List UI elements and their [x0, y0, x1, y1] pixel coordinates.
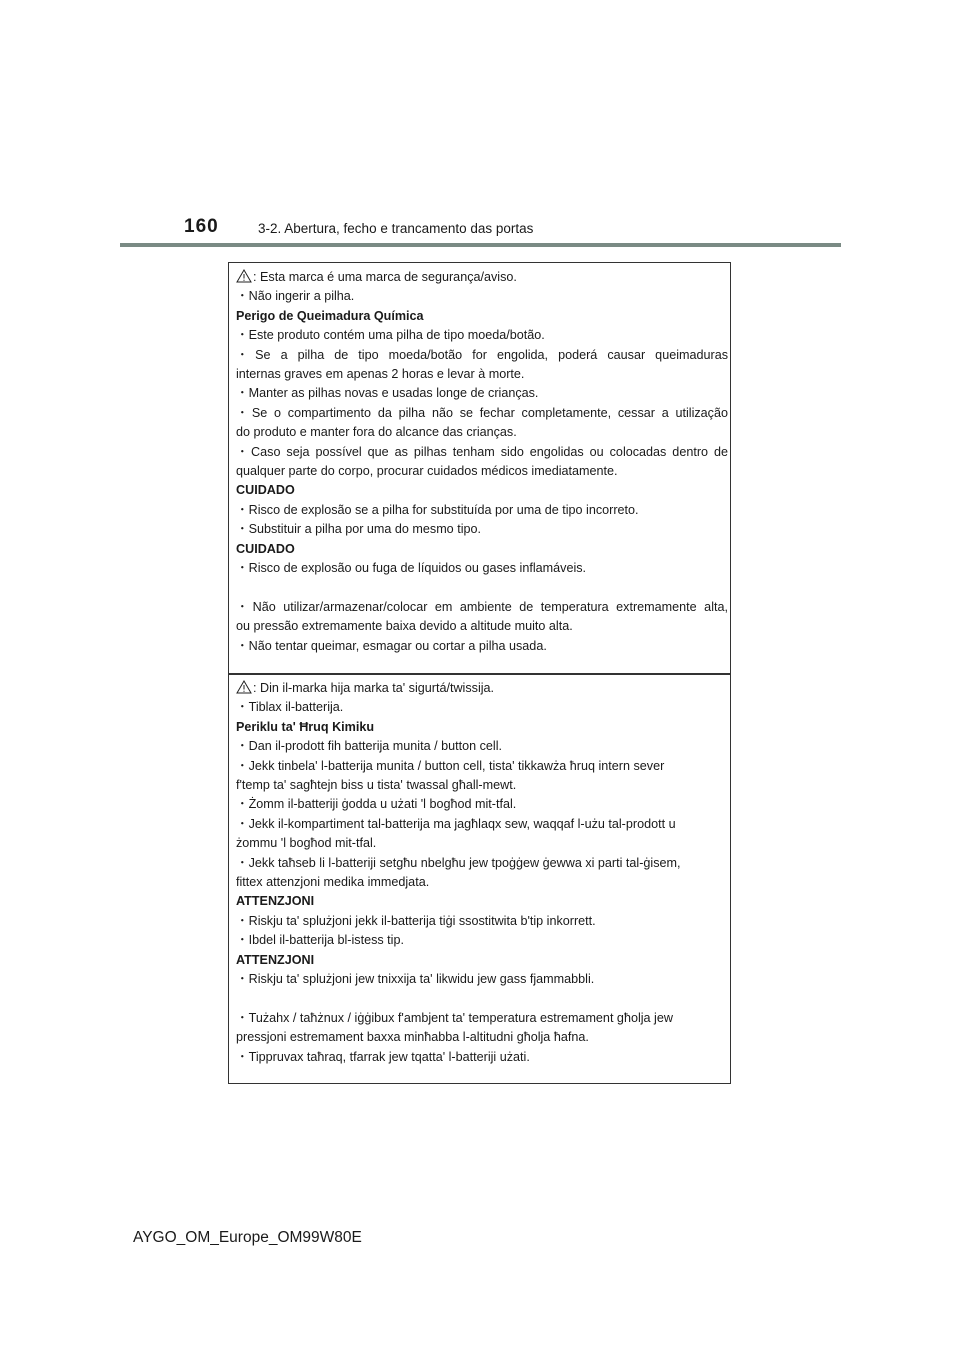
warning-line: ・Ibdel il-batterija bl-istess tip. [236, 933, 404, 948]
warning-section-portuguese [229, 268, 730, 656]
warning-intro-text: : Din il-marka hija marka ta' sigurtá/twissija. [253, 681, 495, 695]
warning-line: f'temp ta' sagħtejn biss u tista' twassal għall-mewt. [236, 778, 517, 793]
warning-line: internas graves em apenas 2 horas e levar à morte. [236, 367, 525, 382]
page-number: 160 [184, 216, 219, 237]
warning-line: qualquer parte do corpo, procurar cuidados médicos imediatamente. [236, 464, 618, 479]
header-rule [120, 243, 841, 247]
section-divider [229, 673, 730, 675]
warning-line: ・Não utilizar/armazenar/colocar em ambiente de temperatura extremamente alta, [236, 599, 728, 614]
warning-line: ou pressão extremamente baixa devido a altitude muito alta. [236, 619, 573, 634]
warning-heading: CUIDADO [236, 541, 295, 556]
warning-line: ・Risco de explosão se a pilha for substituída por uma de tipo incorreto. [236, 502, 639, 517]
section-title: 3-2. Abertura, fecho e trancamento das portas [258, 221, 534, 236]
warning-line: ・Jekk taħseb li l-batteriji setgħu nbelgħu jew tpoġġew ġewwa xi parti tal-ġisem, [236, 855, 681, 870]
warning-triangle-icon [236, 269, 252, 283]
warning-line: ・Se a pilha de tipo moeda/botão for engolida, poderá causar queimaduras [236, 347, 728, 362]
warning-line: ・Jekk tinbela' l-batterija munita / button cell, tista' tikkawża ħruq intern sever [236, 758, 665, 773]
warning-line: ・Não ingerir a pilha. [236, 289, 355, 304]
warning-heading: Perigo de Queimadura Química [236, 308, 424, 323]
warning-line: ・Se o compartimento da pilha não se fechar completamente, cessar a utilização [236, 405, 728, 420]
warning-line: ・Substituir a pilha por uma do mesmo tipo. [236, 522, 481, 537]
warning-heading: ATTENZJONI [236, 894, 315, 909]
warning-line: ・Não tentar queimar, esmagar ou cortar a pilha usada. [236, 638, 547, 653]
warning-line: ・Riskju ta' splużjoni jekk il-batterija tiġi ssostitwita b'tip inkorrett. [236, 913, 596, 928]
warning-line: do produto e manter fora do alcance das crianças. [236, 425, 517, 440]
warning-intro-line [236, 268, 728, 287]
warning-line: ・Caso seja possível que as pilhas tenham sido engolidas ou colocadas dentro de [236, 444, 728, 459]
warning-intro-line [236, 679, 728, 698]
warning-heading: Periklu ta' Ħruq Kimiku [236, 719, 375, 734]
page-header [0, 0, 960, 250]
warning-line: żommu 'l bogħod mit-tfal. [236, 836, 377, 851]
warning-line: ・Este produto contém uma pilha de tipo moeda/botão. [236, 328, 545, 343]
warning-line: ・Risco de explosão ou fuga de líquidos ou gases inflamáveis. [236, 561, 587, 576]
battery-warning-box [228, 262, 731, 1084]
warning-line: ・Tiblax il-batterija. [236, 700, 344, 715]
warning-line: ・Tużahx / taħżnux / iġġibux f'ambjent ta' temperatura estremament għolja jew [236, 1010, 673, 1025]
document-code-footer: AYGO_OM_Europe_OM99W80E [133, 1229, 362, 1246]
warning-line: ・Tippruvax taħraq, tfarrak jew tqatta' l-batteriji użati. [236, 1049, 530, 1064]
warning-line: ・Riskju ta' splużjoni jew tnixxija ta' likwidu jew gass fjammabbli. [236, 972, 595, 987]
warning-line: ・Żomm il-batteriji ġodda u użati 'l bogħod mit-tfal. [236, 797, 517, 812]
warning-line: fittex attenzjoni medika immedjata. [236, 875, 430, 890]
warning-line: ・Dan il-prodott fih batterija munita / button cell. [236, 739, 502, 754]
warning-intro-text: : Esta marca é uma marca de segurança/aviso. [253, 270, 517, 284]
warning-section-maltese [229, 679, 730, 1067]
warning-heading: CUIDADO [236, 483, 295, 498]
warning-heading: ATTENZJONI [236, 952, 315, 967]
warning-line: ・Manter as pilhas novas e usadas longe de crianças. [236, 386, 539, 401]
warning-line: ・Jekk il-kompartiment tal-batterija ma jagħlaqx sew, waqqaf l-użu tal-prodott u [236, 816, 676, 831]
warning-line: pressjoni estremament baxxa minħabba l-altitudni għolja ħafna. [236, 1030, 589, 1045]
warning-triangle-icon [236, 680, 252, 694]
